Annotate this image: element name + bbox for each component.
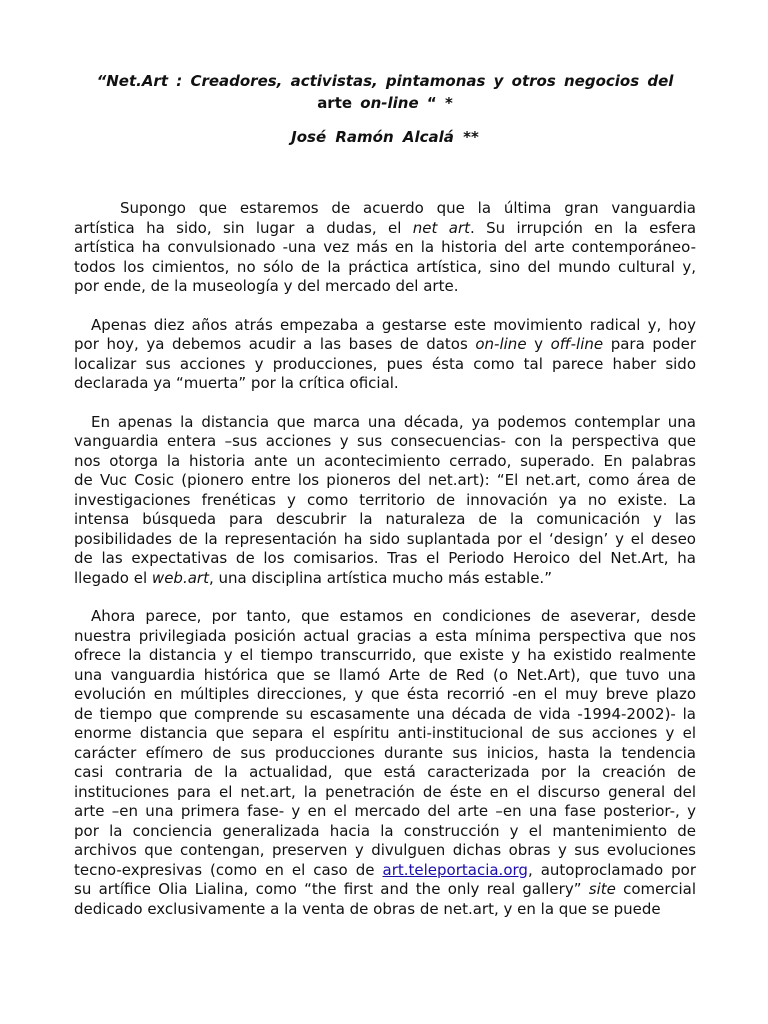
- line-segment: por hoy, ya debemos acudir a las bases de datos: [74, 335, 476, 353]
- line-segment: . Su irrupción en la esfera: [470, 218, 697, 237]
- title-line-2-text: arte: [317, 94, 361, 112]
- paragraph-line: de Vuc Cosic (pionero entre los pioneros del net.art): “El net.art, como área de: [74, 471, 696, 489]
- line-segment: y: [526, 335, 551, 353]
- paragraph-line: En apenas la distancia que marca una década, ya podemos contemplar una: [91, 412, 696, 431]
- paragraph-line: artística ha convulsionado -una vez más en la historia del arte contemporáneo-: [74, 238, 696, 256]
- paragraph-line: intensa búsqueda para descubrir la naturaleza de la comunicación y las: [74, 510, 696, 528]
- paragraph-line: instituciones para el net.art, la penetración de éste en el discurso general del: [74, 782, 696, 801]
- paragraph-line: [74, 880, 696, 900]
- paragraph-line: nos otorga la historia ante un acontecimiento cerrado, superado. En palabras: [74, 451, 696, 470]
- paragraph-line: [74, 335, 696, 355]
- paragraph-3: [74, 413, 696, 589]
- paragraph-line: declarada ya “muerta” por la crítica oficial.: [74, 374, 399, 392]
- paragraph-line: dedicado exclusivamente a la venta de obras de net.art, y en la que se puede: [74, 899, 661, 918]
- line-segment: su artífice Olia Lialina, como “the first and the only real gallery”: [74, 880, 589, 898]
- paragraph-line: todos los cimientos, no sólo de la práctica artística, sino del mundo cultural y,: [74, 257, 696, 276]
- line-segment: tecno-expresivas (como en el caso de: [74, 860, 383, 879]
- paragraph-line: localizar sus acciones y producciones, pues ésta como tal parece haber sido: [74, 354, 696, 373]
- paragraph-line: Supongo que estaremos de acuerdo que la última gran vanguardia: [120, 199, 696, 217]
- italic-term: site: [588, 880, 616, 898]
- paragraph-4: [74, 607, 696, 919]
- italic-term: on-line: [475, 335, 527, 353]
- paragraph-line: por ende, de la museología y del mercado del arte.: [74, 277, 459, 295]
- paragraph-line: archivos que contengan, preserven y divulguen dichas obras y sus evoluciones: [74, 841, 696, 859]
- paragraph-line: casi contraria de la actualidad, que está caracterizada por la creación de: [74, 763, 696, 781]
- document-page: [74, 60, 696, 919]
- line-segment: , una disciplina artística mucho más estable.”: [208, 568, 552, 587]
- paragraph-line: una vanguardia histórica que se llamó Arte de Red (o Net.Art), que tuvo una: [74, 665, 696, 684]
- title-line-2-end: “ *: [418, 94, 453, 112]
- title-line-2: [74, 92, 696, 114]
- paragraph-line: arte –en una primera fase- y en el mercado del arte –en una fase posterior-, y: [74, 802, 696, 820]
- title-online-italic: on-line: [360, 94, 419, 112]
- italic-term: net art: [412, 218, 470, 237]
- paragraph-line: ofrece la distancia y el tiempo transcurrido, que existe y ha existido realmente: [74, 646, 696, 664]
- italic-term: off-line: [550, 335, 604, 353]
- line-segment: comercial: [615, 880, 696, 898]
- paragraph-line: [74, 861, 696, 881]
- paragraph-line: carácter efímero de sus producciones durante sus inicios, hasta la tendencia: [74, 743, 696, 762]
- paragraph-line: de tiempo que comprende su escasamente una década de vida -1994-2002)- la: [74, 704, 696, 723]
- paragraph-line: investigaciones frenéticas y como territorio de innovación ya no existe. La: [74, 490, 696, 509]
- paragraph-line: de las expectativas de los comisarios. Tras el Periodo Heroico del Net.Art, ha: [74, 549, 696, 567]
- document-title: [74, 70, 696, 114]
- line-segment: , autoproclamado por: [527, 860, 697, 879]
- paragraph-line: [74, 569, 696, 589]
- paragraph-line: enorme distancia que separa el espíritu anti-institucional de sus acciones y el: [74, 724, 696, 742]
- line-segment: llegado el: [74, 568, 152, 587]
- paragraph-line: evolución en múltiples direcciones, y que ésta recorrió -en el muy breve plazo: [74, 685, 696, 703]
- paragraph-line: por la conciencia generalizada hacia la construcción y el mantenimiento de: [74, 821, 696, 840]
- title-line-1: “Net.Art : Creadores, activistas, pintamonas y otros negocios del: [96, 72, 674, 90]
- paragraph-line: nuestra privilegiada posición actual gracias a esta mínima perspectiva que nos: [74, 626, 696, 645]
- paragraph-1: [74, 199, 696, 297]
- author-name: José Ramón Alcalá **: [291, 128, 479, 146]
- paragraph-line: Ahora parece, por tanto, que estamos en condiciones de aseverar, desde: [91, 607, 696, 625]
- teleportacia-link[interactable]: art.teleportacia.org: [382, 860, 528, 879]
- paragraph-line: Apenas diez años atrás empezaba a gestarse este movimiento radical y, hoy: [91, 315, 696, 334]
- paragraph-line: posibilidades de la representación ha sido suplantada por el ‘design’ y el deseo: [74, 529, 696, 548]
- line-segment: para poder: [603, 335, 696, 353]
- paragraph-line: vanguardia entera –sus acciones y sus consecuencias- con la perspectiva que: [74, 432, 696, 450]
- paragraph-2: [74, 316, 696, 394]
- line-segment: artística ha sido, sin lugar a dudas, el: [74, 218, 413, 237]
- paragraph-line: [74, 219, 696, 239]
- italic-term: web.art: [151, 568, 209, 587]
